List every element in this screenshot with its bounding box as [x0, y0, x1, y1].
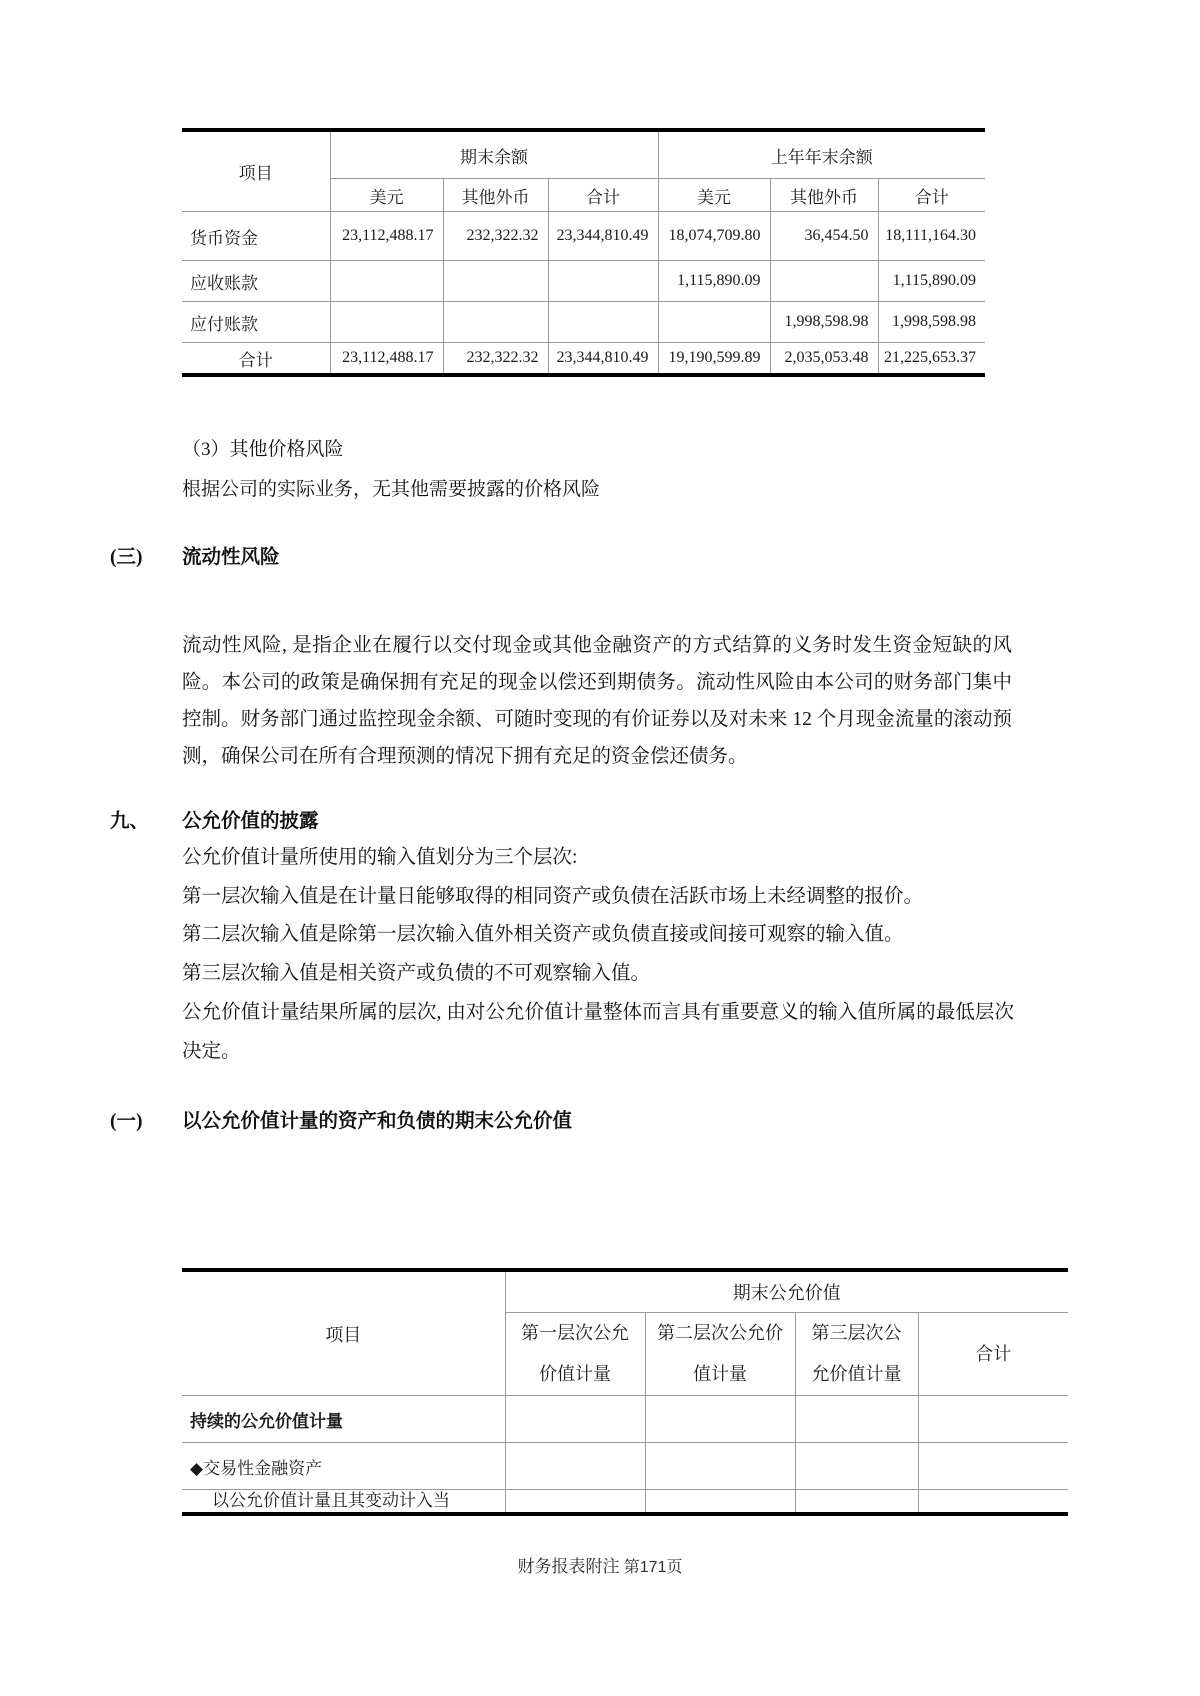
table2-group-fair-value: 期末公允价值 [505, 1272, 1068, 1313]
table-cell [795, 1490, 918, 1513]
table-cell [795, 1396, 918, 1443]
other-price-risk-block [182, 430, 600, 510]
other-price-risk-text: 根据公司的实际业务，无其他需要披露的价格风险 [182, 479, 601, 500]
row-label: 以公允价值计量且其变动计入当 [182, 1490, 505, 1513]
table1-subheader-other-currency-prior: 其他外币 [770, 179, 878, 212]
row-label: 应收账款 [182, 261, 330, 302]
fair-value-line: 公允价值计量结果所属的层次, 由对公允价值计量整体而言具有重要意义的输入值所属的最低层次决定。 [182, 1001, 1014, 1062]
table2-subheader-level3: 第三层次公允价值计量 [795, 1313, 918, 1396]
table-cell: 23,112,488.17 [330, 343, 443, 374]
table2-group-header-row [182, 1272, 1068, 1313]
table-cell [330, 302, 443, 343]
table-cell: 23,344,810.49 [548, 343, 658, 374]
table-cell: 232,322.32 [443, 343, 548, 374]
section-number: (三) [110, 547, 143, 568]
table-row [182, 302, 985, 343]
table-cell [795, 1443, 918, 1490]
section-title: 流动性风险 [182, 547, 280, 568]
table-cell: 232,322.32 [443, 212, 548, 261]
table-cell: 18,111,164.30 [878, 212, 985, 261]
section-number: 九、 [110, 811, 150, 832]
table2-item-header: 项目 [182, 1272, 505, 1396]
table-cell [505, 1443, 645, 1490]
table-row [182, 212, 985, 261]
fair-value-assets-heading [110, 1109, 572, 1135]
table-cell [645, 1396, 795, 1443]
table-cell [658, 302, 770, 343]
table-cell [918, 1490, 1068, 1513]
table1-subheader-total: 合计 [548, 179, 658, 212]
table-cell: 18,074,709.80 [658, 212, 770, 261]
fair-value-line: 第二层次输入值是除第一层次输入值外相关资产或负债直接或间接可观察的输入值。 [182, 924, 904, 946]
section-title: 公允价值的披露 [182, 811, 319, 832]
footer-page-number: 第171页 [623, 1559, 683, 1576]
table-cell: 23,112,488.17 [330, 212, 443, 261]
table2-subheader-level2: 第二层次公允价值计量 [645, 1313, 795, 1396]
section-number: (一) [110, 1111, 143, 1132]
currency-balance-table-grid [182, 132, 985, 373]
table-row [182, 261, 985, 302]
table-cell [918, 1396, 1068, 1443]
table-row [182, 1443, 1068, 1490]
table-cell [548, 261, 658, 302]
table-cell: 19,190,599.89 [658, 343, 770, 374]
row-label: 合计 [182, 343, 330, 374]
fair-value-levels-text [182, 839, 1014, 1071]
other-price-risk-heading: （3）其他价格风险 [182, 439, 344, 460]
table-cell: 21,225,653.37 [878, 343, 985, 374]
table-row [182, 1490, 1068, 1513]
table-cell [505, 1396, 645, 1443]
table-cell [645, 1490, 795, 1513]
row-label: 应付账款 [182, 302, 330, 343]
liquidity-risk-heading [110, 545, 280, 571]
table1-group-header-row [182, 132, 985, 179]
table1-item-header: 项目 [182, 132, 330, 212]
table-cell: 1,998,598.98 [770, 302, 878, 343]
section-title: 以公允价值计量的资产和负债的期末公允价值 [182, 1111, 573, 1132]
table-cell [443, 302, 548, 343]
table1-group-prior-year-balance: 上年年末余额 [658, 132, 985, 179]
table-total-row [182, 343, 985, 374]
footer-label: 财务报表附注 [517, 1557, 620, 1576]
row-label: 持续的公允价值计量 [182, 1396, 505, 1443]
table-cell: 1,998,598.98 [878, 302, 985, 343]
table-cell [443, 261, 548, 302]
row-label: ◆交易性金融资产 [182, 1443, 505, 1490]
fair-value-table [182, 1268, 1068, 1516]
table-cell: 23,344,810.49 [548, 212, 658, 261]
table-cell [330, 261, 443, 302]
page-footer [0, 1552, 1200, 1577]
fair-value-disclosure-heading [110, 809, 319, 835]
table-cell: 1,115,890.09 [658, 261, 770, 302]
table-cell: 36,454.50 [770, 212, 878, 261]
table1-subheader-usd: 美元 [330, 179, 443, 212]
table-cell: 1,115,890.09 [878, 261, 985, 302]
fair-value-line: 第三层次输入值是相关资产或负债的不可观察输入值。 [182, 963, 651, 985]
table1-group-ending-balance: 期末余额 [330, 132, 658, 179]
table-cell [505, 1490, 645, 1513]
fair-value-table-grid [182, 1272, 1068, 1512]
table2-subheader-total: 合计 [918, 1313, 1068, 1396]
table-cell [548, 302, 658, 343]
table-cell: 2,035,053.48 [770, 343, 878, 374]
row-label: 货币资金 [182, 212, 330, 261]
table-row [182, 1396, 1068, 1443]
currency-balance-table [182, 128, 985, 377]
table-cell [645, 1443, 795, 1490]
table1-subheader-total-prior: 合计 [878, 179, 985, 212]
table2-subheader-level1: 第一层次公允价值计量 [505, 1313, 645, 1396]
table-cell [770, 261, 878, 302]
fair-value-line: 公允价值计量所使用的输入值划分为三个层次: [182, 847, 578, 868]
fair-value-line: 第一层次输入值是在计量日能够取得的相同资产或负债在活跃市场上未经调整的报价。 [182, 885, 924, 907]
liquidity-risk-paragraph: 流动性风险, 是指企业在履行以交付现金或其他金融资产的方式结算的义务时发生资金短缺的风险。本公司的政策是确保拥有充足的现金以偿还到期债务。流动性风险由本公司的财务部门集中控制。财务部门通过监控现金余额、可随时变现的有价证券以及对未来 12 个月现金流量的滚动预测，确保公司在所有合理预测的情况下拥有充足的资金偿还债务。 [182, 635, 1012, 767]
table-cell [918, 1443, 1068, 1490]
table1-subheader-other-currency: 其他外币 [443, 179, 548, 212]
table1-subheader-usd-prior: 美元 [658, 179, 770, 212]
